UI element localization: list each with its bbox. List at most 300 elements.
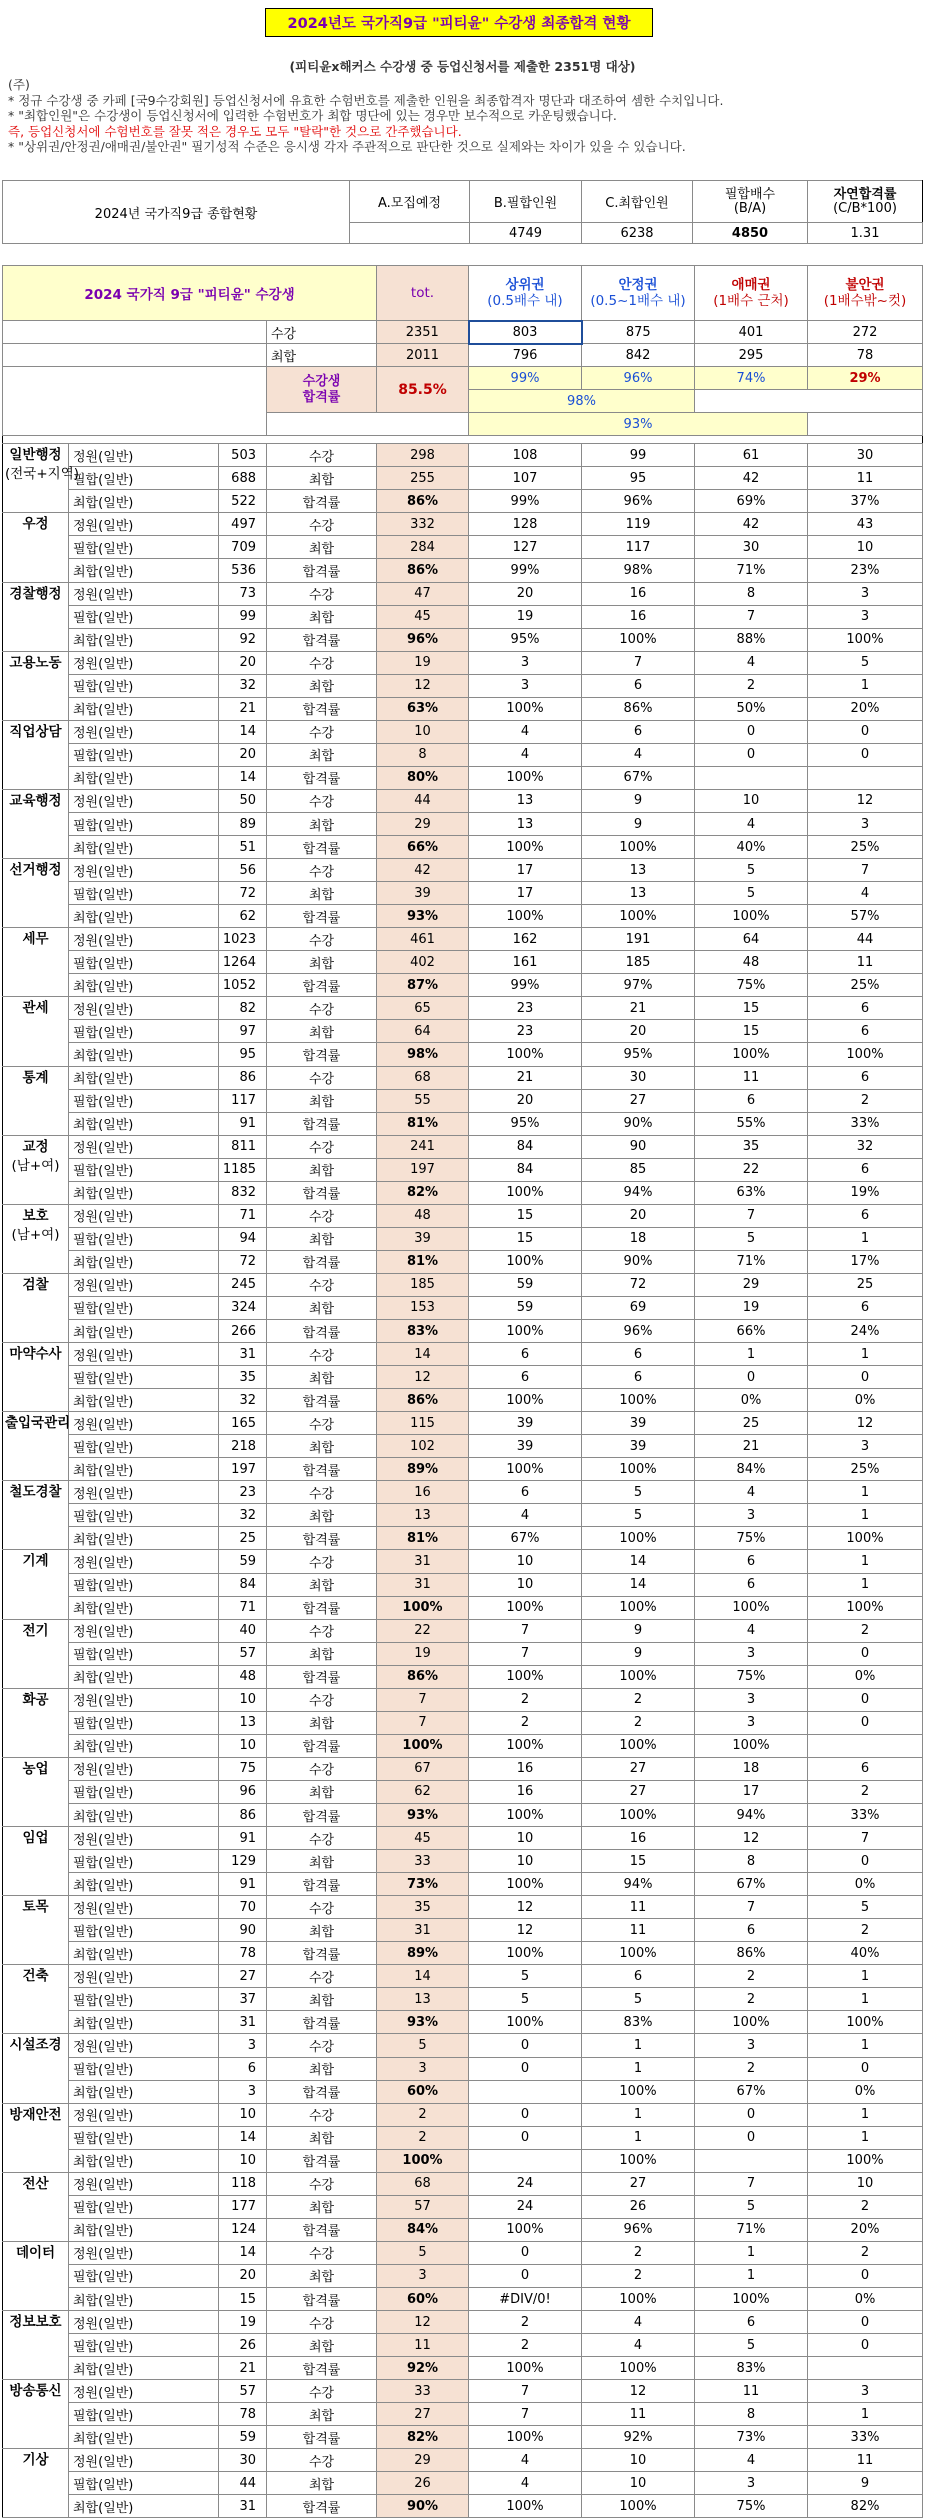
role-label: 필합(일반) [69,2334,219,2357]
level-value: 161 [469,951,582,974]
summary-header-ratio-title: 필합배수 [724,186,776,202]
kind-label: 합격률 [267,1873,377,1896]
level-value: 75% [695,2495,808,2518]
department-row [3,743,923,766]
kind-label: 최합 [267,1988,377,2011]
quota-value: 89 [219,812,267,835]
level-value: 35 [695,1135,808,1158]
quota-value: 71 [219,1596,267,1619]
department-row [3,2264,923,2287]
level-value: 0 [695,2126,808,2149]
level-value: 10 [469,1573,582,1596]
tot-value: 67 [377,1757,469,1780]
column-header-label: 불안권 [845,277,885,293]
role-label: 필합(일반) [69,2126,219,2149]
quota-value: 3 [219,2034,267,2057]
level-value: 4 [582,2334,695,2357]
kind-label: 최합 [267,1158,377,1181]
tot-value: 29 [377,812,469,835]
department-row [3,651,923,674]
level-value: 4 [582,743,695,766]
level-value: 63% [695,1181,808,1204]
summary-header-c: C.최합인원 [582,181,693,223]
department-name [3,582,69,651]
level-value: 0 [695,743,808,766]
overall-row1-value: 803 [469,321,582,344]
department-row [3,2080,923,2103]
level-value: 12 [695,1827,808,1850]
level-value: 1 [808,1481,923,1504]
department-row [3,444,923,467]
department-name [3,1827,69,1896]
level-value: 12 [582,2380,695,2403]
quota-value: 14 [219,2126,267,2149]
tot-value: 461 [377,928,469,951]
level-value: 4 [695,2449,808,2472]
kind-label: 최합 [267,2264,377,2287]
summary-label: 2024년 국가직9급 종합현황 [3,181,350,244]
department-row [3,1919,923,1942]
level-value: 100% [469,2495,582,2518]
level-value: 100% [469,766,582,789]
department-label: 건축 [22,1968,49,1985]
level-value: 4 [469,1504,582,1527]
level-value: 100% [469,1389,582,1412]
quota-value: 218 [219,1435,267,1458]
level-value: 100% [469,1320,582,1343]
quota-value: 59 [219,2426,267,2449]
level-value: 0 [808,2334,923,2357]
department-row [3,697,923,720]
role-label: 최합(일반) [69,2287,219,2310]
kind-label: 합격률 [267,836,377,859]
quota-value: 10 [219,2149,267,2172]
level-value: 10 [808,536,923,559]
level-value: 71% [695,1250,808,1273]
department-row [3,1020,923,1043]
level-value: 15 [469,1227,582,1250]
level-value [469,2149,582,2172]
kind-label: 합격률 [267,2149,377,2172]
level-value: 39 [582,1412,695,1435]
level-value: 2 [582,1688,695,1711]
department-row [3,1320,923,1343]
tot-value: 68 [377,2172,469,2195]
tot-value: 7 [377,1688,469,1711]
level-value: 100% [582,836,695,859]
department-row [3,2149,923,2172]
level-value: 75% [695,974,808,997]
role-label: 최합(일반) [69,1320,219,1343]
summary-header-rate-formula: (C/B*100) [833,200,897,216]
level-value: 39 [469,1435,582,1458]
kind-label: 수강 [267,513,377,536]
level-value [808,766,923,789]
department-name [3,1965,69,2034]
department-label: 보호 [22,1207,49,1224]
department-name [3,859,69,928]
level-value: 5 [469,1988,582,2011]
department-row [3,859,923,882]
level-value: 2 [808,2195,923,2218]
tot-value: 8 [377,743,469,766]
kind-label: 합격률 [267,1804,377,1827]
level-value: 0 [808,720,923,743]
kind-label: 수강 [267,1965,377,1988]
quota-value: 48 [219,1665,267,1688]
department-row [3,1965,923,1988]
department-row [3,2334,923,2357]
level-value: 100% [695,1043,808,1066]
role-label: 정원(일반) [69,2034,219,2057]
level-value: 22 [695,1158,808,1181]
combined-blank [808,413,923,436]
tot-value: 65 [377,997,469,1020]
department-label: 직업상담 [9,723,62,740]
level-value: 96% [582,2218,695,2241]
quota-value: 40 [219,1619,267,1642]
level-value: 7 [695,2172,808,2195]
level-value: 0 [695,720,808,743]
level-value: 2 [582,2241,695,2264]
level-value: 42 [695,467,808,490]
role-label: 필합(일반) [69,1227,219,1250]
kind-label: 최합 [267,812,377,835]
level-value: 5 [582,1504,695,1527]
department-row [3,467,923,490]
department-row [3,1711,923,1734]
role-label: 정원(일반) [69,1619,219,1642]
column-header [695,266,808,321]
tot-value: 197 [377,1158,469,1181]
level-value: 7 [808,859,923,882]
level-value: 88% [695,628,808,651]
department-row [3,2403,923,2426]
role-label: 최합(일반) [69,1873,219,1896]
tot-value: 68 [377,1066,469,1089]
level-value: 40% [808,1942,923,1965]
kind-label: 수강 [267,2380,377,2403]
department-row [3,1573,923,1596]
level-value: 15 [695,997,808,1020]
department-name [3,2172,69,2241]
level-value: 72 [582,1273,695,1296]
department-row [3,766,923,789]
tot-value: 42 [377,859,469,882]
department-row [3,720,923,743]
role-label: 최합(일반) [69,1181,219,1204]
level-value: 90% [582,1250,695,1273]
tot-value: 2 [377,2126,469,2149]
level-value: 100% [582,2357,695,2380]
role-label: 필합(일반) [69,743,219,766]
department-label: 방재안전 [9,2106,62,2123]
level-value: 3 [695,1688,808,1711]
department-label: 검찰 [22,1276,49,1293]
role-label: 필합(일반) [69,2472,219,2495]
level-value: 0% [808,1873,923,1896]
level-value: 2 [808,2241,923,2264]
department-name [3,651,69,720]
quota-value: 97 [219,1020,267,1043]
level-value: 100% [582,1942,695,1965]
level-value: 21 [695,1435,808,1458]
quota-value: 91 [219,1827,267,1850]
kind-label: 수강 [267,651,377,674]
department-row [3,2218,923,2241]
role-label: 필합(일반) [69,1435,219,1458]
tot-value: 45 [377,605,469,628]
role-label: 최합(일반) [69,1804,219,1827]
level-value: 9 [582,789,695,812]
level-value: 100% [469,1043,582,1066]
department-row [3,1550,923,1573]
kind-label: 합격률 [267,1458,377,1481]
level-value: 9 [582,1642,695,1665]
level-value: 100% [582,905,695,928]
level-value: 100% [469,1665,582,1688]
quota-value: 30 [219,2449,267,2472]
quota-value: 72 [219,882,267,905]
level-value: 1 [808,1227,923,1250]
level-value: 27 [582,1757,695,1780]
kind-label: 최합 [267,1642,377,1665]
quota-value: 86 [219,1804,267,1827]
role-label: 필합(일반) [69,1850,219,1873]
tot-value: 402 [377,951,469,974]
level-value: 100% [695,2287,808,2310]
level-value [808,2357,923,2380]
role-label: 정원(일반) [69,1965,219,1988]
level-value: 11 [808,951,923,974]
overall-rate: 96% [582,367,695,390]
level-value: 7 [582,651,695,674]
role-label: 필합(일반) [69,2264,219,2287]
tot-value: 60% [377,2287,469,2310]
column-header-range: (0.5~1배수 내) [590,293,686,309]
level-value: 82% [808,2495,923,2518]
level-value: 3 [808,605,923,628]
level-value: 0 [469,2057,582,2080]
level-value: 26 [582,2195,695,2218]
level-value: 3 [695,1642,808,1665]
kind-label: 합격률 [267,2357,377,2380]
kind-label: 최합 [267,2195,377,2218]
department-row [3,2495,923,2518]
level-value: 42 [695,513,808,536]
tot-value: 31 [377,1573,469,1596]
tot-value: 84% [377,2218,469,2241]
level-value: 99 [582,444,695,467]
kind-label: 합격률 [267,490,377,513]
tot-value: 33 [377,1850,469,1873]
department-row [3,2103,923,2126]
level-value [695,766,808,789]
level-value: 3 [808,582,923,605]
department-name [3,1481,69,1550]
level-value: 2 [808,1089,923,1112]
level-value: 67% [582,766,695,789]
tot-value: 115 [377,1412,469,1435]
kind-label: 합격률 [267,1389,377,1412]
level-value: 16 [469,1780,582,1803]
role-label: 필합(일반) [69,1089,219,1112]
department-name [3,2449,69,2518]
tot-value: 19 [377,1642,469,1665]
level-value: 25% [808,974,923,997]
level-value: 100% [469,697,582,720]
level-value: 6 [582,1366,695,1389]
tot-value: 7 [377,1711,469,1734]
tot-value: 60% [377,2080,469,2103]
level-value: 2 [695,1988,808,2011]
level-value: 6 [469,1343,582,1366]
quota-value: 14 [219,720,267,743]
quota-value: 75 [219,1757,267,1780]
tot-value: 100% [377,1734,469,1757]
level-value: 128 [469,513,582,536]
page-title: 2024년도 국가직9급 "피티윤" 수강생 최종합격 현황 [265,8,653,37]
level-value: 24 [469,2172,582,2195]
department-label: 철도경찰 [9,1484,62,1501]
department-row [3,1942,923,1965]
tot-value: 241 [377,1135,469,1158]
level-value: 6 [808,1158,923,1181]
level-value: 67% [695,1873,808,1896]
quota-value: 811 [219,1135,267,1158]
level-value: 3 [808,2380,923,2403]
kind-label: 합격률 [267,1665,377,1688]
role-label: 정원(일반) [69,513,219,536]
tot-value: 81% [377,1527,469,1550]
level-value: 15 [582,1850,695,1873]
role-label: 최합(일반) [69,905,219,928]
department-row [3,1089,923,1112]
role-label: 최합(일반) [69,1527,219,1550]
role-label: 최합(일반) [69,1596,219,1619]
level-value: 30 [582,1066,695,1089]
quota-value: 94 [219,1227,267,1250]
quota-value: 14 [219,766,267,789]
level-value: 6 [469,1366,582,1389]
level-value: 11 [695,2380,808,2403]
department-row [3,674,923,697]
role-label: 정원(일반) [69,1896,219,1919]
level-value: 55% [695,1112,808,1135]
department-row [3,2426,923,2449]
department-row [3,1850,923,1873]
kind-label: 최합 [267,536,377,559]
level-value: 64 [695,928,808,951]
level-value: 18 [695,1757,808,1780]
department-row [3,1412,923,1435]
level-value: 13 [469,789,582,812]
level-value: 100% [469,1804,582,1827]
role-label: 최합(일반) [69,1389,219,1412]
tot-value: 81% [377,1250,469,1273]
level-value: 95% [469,628,582,651]
tot-value: 64 [377,1020,469,1043]
quota-value: 165 [219,1412,267,1435]
combined-blank [267,413,469,436]
overall-row2-value: 842 [582,344,695,367]
tot-value: 39 [377,882,469,905]
table-header-row [3,266,923,321]
tot-value: 16 [377,1481,469,1504]
department-label: 일반행정 [9,447,62,464]
kind-label: 합격률 [267,974,377,997]
level-value: 11 [582,1919,695,1942]
department-name [3,2034,69,2103]
role-label: 필합(일반) [69,951,219,974]
quota-value: 71 [219,1204,267,1227]
level-value: 37% [808,490,923,513]
quota-value: 96 [219,1780,267,1803]
quota-value: 10 [219,2103,267,2126]
level-value: 4 [695,651,808,674]
tot-value: 35 [377,1896,469,1919]
tot-value: 89% [377,1942,469,1965]
level-value: 100% [695,2011,808,2034]
tot-value: 332 [377,513,469,536]
overall-row2-value: 78 [808,344,923,367]
quota-value: 522 [219,490,267,513]
role-label: 정원(일반) [69,1550,219,1573]
department-label: 선거행정 [9,862,62,879]
level-value: 27 [582,2172,695,2195]
level-value: 6 [695,1089,808,1112]
level-value: 11 [582,1896,695,1919]
level-value: 3 [695,1711,808,1734]
department-row [3,1435,923,1458]
kind-label: 합격률 [267,2287,377,2310]
tot-value: 31 [377,1550,469,1573]
quota-value: 832 [219,1181,267,1204]
level-value: 85 [582,1158,695,1181]
role-label: 필합(일반) [69,1780,219,1803]
quota-value: 57 [219,2380,267,2403]
kind-label: 수강 [267,1273,377,1296]
department-label: 관세 [22,1000,49,1017]
level-value: 30 [695,536,808,559]
kind-label: 최합 [267,1089,377,1112]
results-table [2,265,923,2518]
level-value: 100% [469,1734,582,1757]
level-value: 100% [695,1734,808,1757]
level-value: 5 [582,1481,695,1504]
department-row [3,789,923,812]
department-row [3,582,923,605]
role-label: 정원(일반) [69,1412,219,1435]
kind-label: 수강 [267,789,377,812]
role-label: 필합(일반) [69,1711,219,1734]
quota-value: 51 [219,836,267,859]
level-value: 0% [808,2080,923,2103]
level-value: 19% [808,1181,923,1204]
summary-header-rate [808,181,923,223]
level-value: 100% [582,1389,695,1412]
kind-label: 합격률 [267,697,377,720]
role-label: 최합(일반) [69,1043,219,1066]
level-value: 1 [808,1343,923,1366]
level-value: 59 [469,1296,582,1319]
level-value: 100% [808,1527,923,1550]
level-value: 0% [808,1665,923,1688]
level-value: 6 [582,674,695,697]
level-value: 8 [695,1850,808,1873]
tot-value: 92% [377,2357,469,2380]
level-value: 6 [808,1296,923,1319]
